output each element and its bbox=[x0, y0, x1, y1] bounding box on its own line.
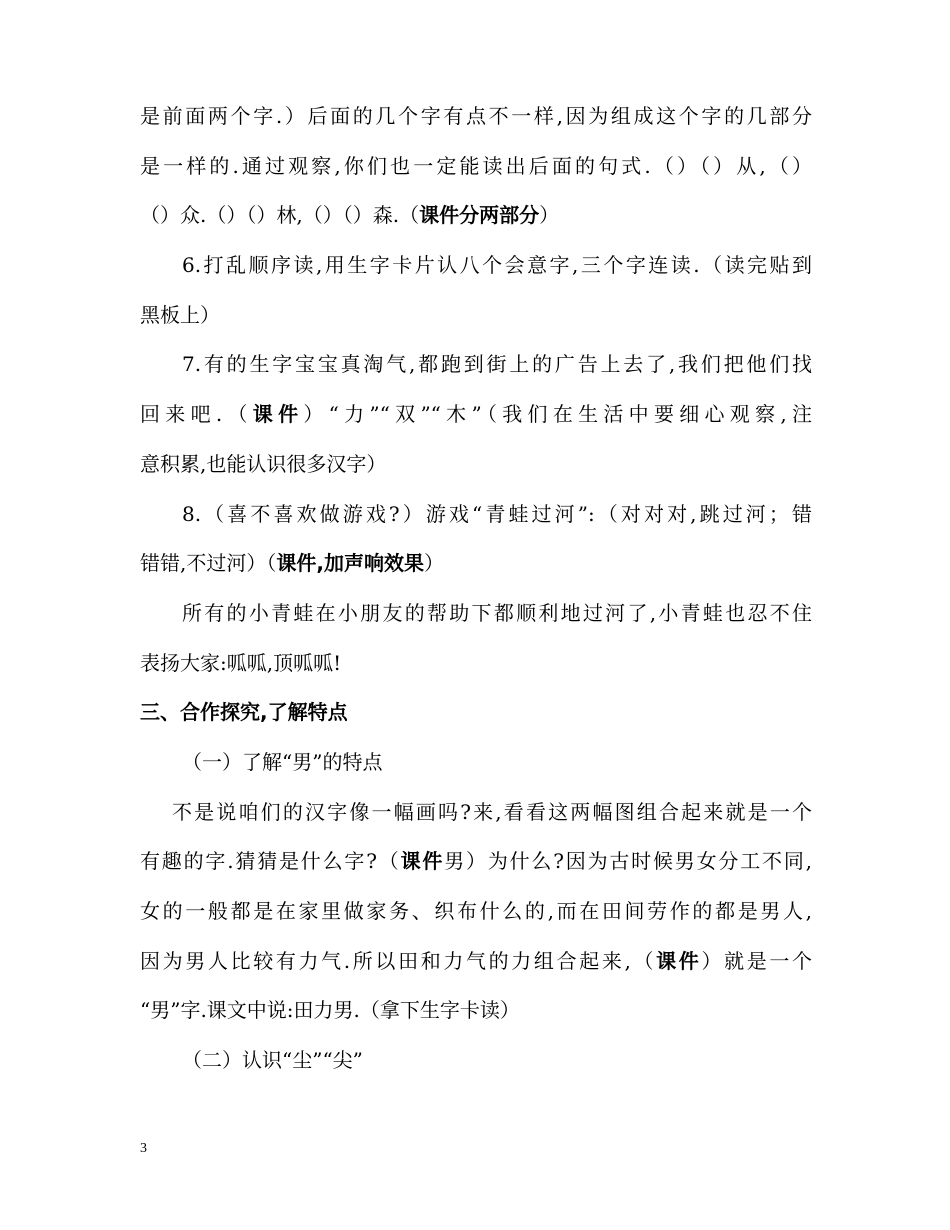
text-line: 意积累,也能认识很多汉字） bbox=[140, 451, 387, 476]
text-line: 因为男人比较有力气.所以田和力气的力组合起来,（课件）就是一个 bbox=[140, 948, 813, 973]
subsection-heading: （二）认识“尘”“尖” bbox=[182, 1048, 363, 1073]
section-heading: 三、合作探究,了解特点 bbox=[140, 700, 348, 725]
text-line: 错错,不过河）（课件,加声响效果） bbox=[140, 551, 444, 576]
subsection-heading: （一）了解“男”的特点 bbox=[182, 749, 383, 774]
document-body bbox=[140, 104, 812, 1098]
text-line: 不是说咱们的汉字像一幅画吗?来,看看这两幅图组合起来就是一个 bbox=[172, 799, 812, 824]
text-line: 6.打乱顺序读,用生字卡片认八个会意字,三个字连读.（读完贴到 bbox=[182, 253, 812, 278]
text-line: 回来吧.（课件）“力”“双”“木”（我们在生活中要细心观察,注 bbox=[140, 402, 813, 427]
text-line: “男”字.课文中说:田力男.（拿下生字卡读） bbox=[140, 998, 520, 1023]
text-line: 女的一般都是在家里做家务、织布什么的,而在田间劳作的都是男人, bbox=[140, 899, 812, 923]
text-line: 表扬大家:呱呱,顶呱呱! bbox=[140, 650, 342, 675]
text-line: （）众.（）（）林,（）（）森.（课件分两部分） bbox=[140, 203, 560, 228]
page-number: 3 bbox=[140, 1141, 147, 1156]
text-line: 8.（喜不喜欢做游戏?）游戏“青蛙过河”:（对对对,跳过河；错 bbox=[182, 501, 812, 526]
text-line: 所有的小青蛙在小朋友的帮助下都顺利地过河了,小青蛙也忍不住 bbox=[182, 600, 812, 625]
text-line: 7.有的生字宝宝真淘气,都跑到街上的广告上去了,我们把他们找 bbox=[182, 352, 812, 377]
text-line: 是一样的.通过观察,你们也一定能读出后面的句式.（）（）从,（） bbox=[140, 153, 812, 178]
text-line: 是前面两个字.）后面的几个字有点不一样,因为组成这个字的几部分 bbox=[140, 104, 812, 128]
text-line: 有趣的字.猜猜是什么字?（课件男）为什么?因为古时候男女分工不同, bbox=[140, 849, 812, 874]
text-line: 黑板上） bbox=[140, 302, 220, 327]
